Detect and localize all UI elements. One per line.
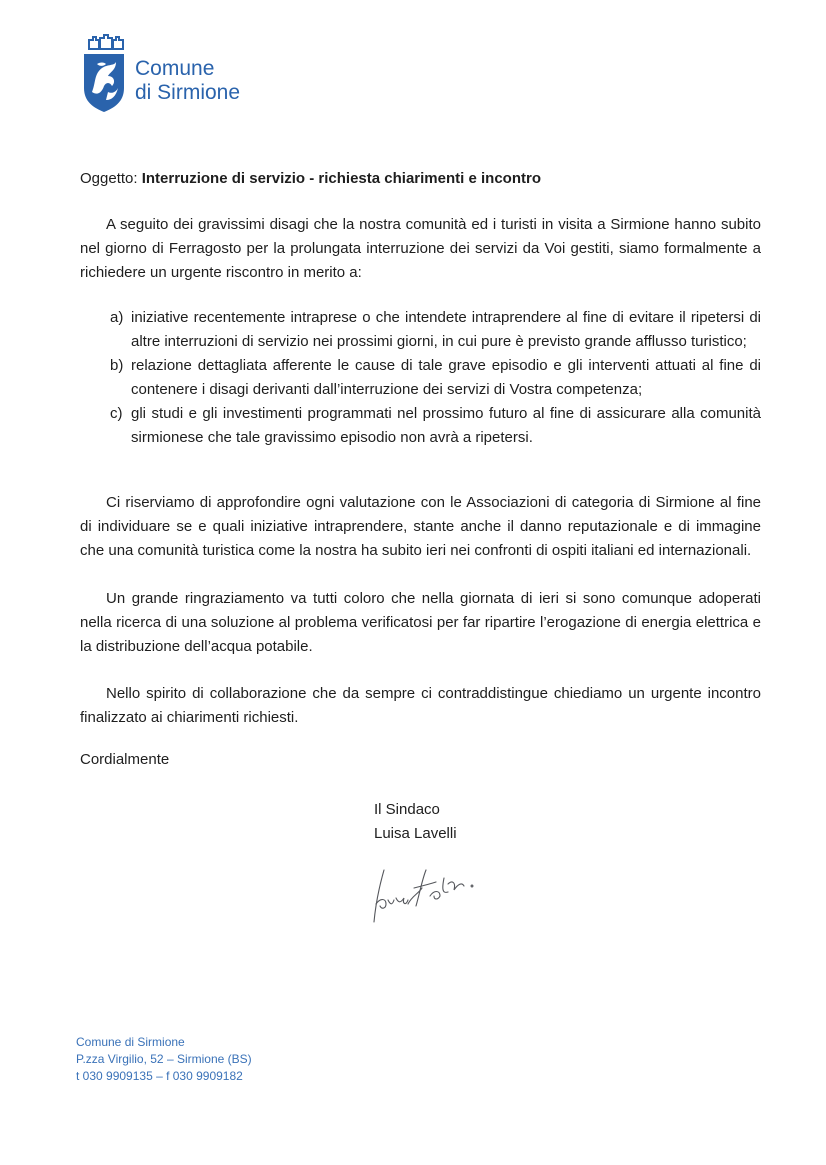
crown-icon bbox=[87, 34, 125, 50]
signatory-block bbox=[374, 798, 457, 846]
footer-line-1: Comune di Sirmione bbox=[76, 1035, 185, 1049]
list-item bbox=[80, 354, 761, 402]
shield-icon bbox=[82, 52, 126, 114]
logo-text bbox=[135, 57, 240, 105]
list-item-text: iniziative recentemente intraprese o che intendete intraprendere al fine di evitare il ripetersi di altre interruzioni di servizio nei prossimi giorni, in cui pure è previsto grande afflusso turistico; bbox=[131, 309, 761, 350]
subject-line bbox=[80, 168, 760, 190]
request-list bbox=[80, 306, 761, 450]
logo-line-1: Comune bbox=[135, 57, 215, 80]
list-item bbox=[80, 402, 761, 450]
list-item-text: relazione dettagliata afferente le cause di tale grave episodio e gli interventi attuati al fine di contenere i disagi derivanti dall’interruzione dei servizi di Vostra competenza; bbox=[131, 357, 761, 398]
list-marker: b) bbox=[110, 357, 124, 374]
municipality-logo bbox=[82, 34, 282, 124]
handwritten-signature bbox=[364, 848, 484, 928]
list-marker: c) bbox=[110, 405, 123, 422]
signatory-name: Luisa Lavelli bbox=[374, 825, 457, 842]
footer-line-3: t 030 9909135 – f 030 9909182 bbox=[76, 1069, 243, 1083]
list-item bbox=[80, 306, 761, 354]
paragraph-thanks: Un grande ringraziamento va tutti coloro che nella giornata di ieri si sono comunque adoperati nella ricerca di una soluzione al problema verificatosi per far ripartire l’erogazione di energia elettrica e la distribuzione dell’acqua potabile. bbox=[80, 590, 761, 655]
footer-address bbox=[76, 1034, 252, 1085]
paragraph-meeting-request: Nello spirito di collaborazione che da sempre ci contraddistingue chiediamo un urgente incontro finalizzato ai chiarimenti richiesti. bbox=[80, 685, 761, 726]
subject-label: Oggetto: bbox=[80, 170, 138, 187]
list-item-text: gli studi e gli investimenti programmati nel prossimo futuro al fine di assicurare alla comunità sirmionese che tale gravissimo episodio non avrà a ripetersi. bbox=[131, 405, 761, 446]
signatory-title: Il Sindaco bbox=[374, 801, 440, 818]
paragraph-associations: Ci riserviamo di approfondire ogni valutazione con le Associazioni di categoria di Sirmione al fine di individuare se e quali iniziative intraprendere, stante anche il danno reputazionale e di immagine che una comunità turistica come la nostra ha subito ieri nei confronti di ospiti italiani ed internazionali. bbox=[80, 494, 761, 559]
subject-text: Interruzione di servizio - richiesta chiarimenti e incontro bbox=[141, 170, 541, 187]
intro-paragraph: A seguito dei gravissimi disagi che la nostra comunità ed i turisti in visita a Sirmione hanno subito nel giorno di Ferragosto per la prolungata interruzione dei servizi da Voi gestiti, siamo formalmente a richiedere un urgente riscontro in merito a: bbox=[80, 216, 761, 281]
closing-salutation: Cordialmente bbox=[80, 751, 170, 768]
footer-line-2: P.zza Virgilio, 52 – Sirmione (BS) bbox=[76, 1052, 252, 1066]
list-marker: a) bbox=[110, 309, 124, 326]
logo-line-2: di Sirmione bbox=[135, 81, 241, 104]
